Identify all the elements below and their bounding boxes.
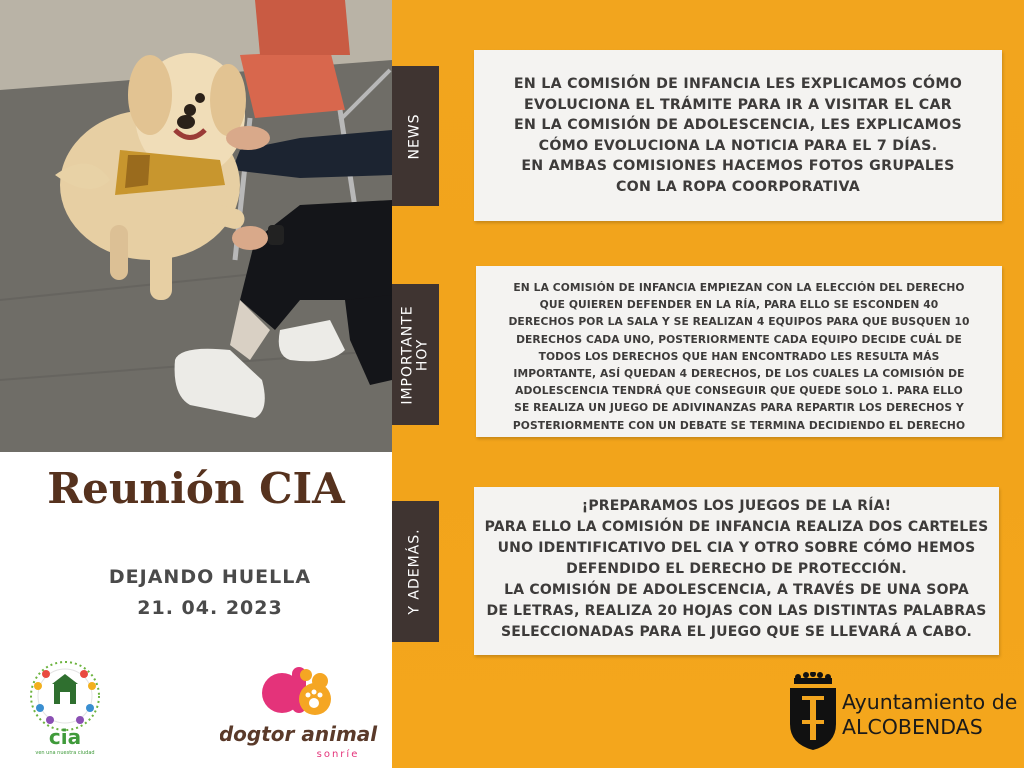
event-subtitle: DEJANDO HUELLA (108, 566, 312, 588)
news-line: EN LA COMISIÓN DE ADOLESCENCIA, LES EXPLICAMOS (514, 117, 962, 133)
cia-logo-icon (18, 656, 113, 756)
news-box (474, 50, 1002, 221)
tab-hoy-line2: HOY (414, 338, 431, 371)
tab-y-ademas (392, 501, 439, 642)
event-info (0, 562, 420, 624)
page-title: Reunión CIA (47, 464, 345, 513)
news-line: EVOLUCIONA EL TRÁMITE PARA IR A VISITAR EL CAR (524, 96, 952, 113)
tab-news (392, 66, 439, 206)
news-line: CON LA ROPA COORPORATIVA (615, 178, 861, 195)
dogtor-logo-tagline: sonríe (316, 749, 360, 760)
tab-importante-hoy-label (401, 305, 431, 404)
dog-photo (0, 0, 392, 452)
tab-hoy-line1: IMPORTANTE (399, 304, 416, 405)
alcobendas-crest-icon (788, 672, 838, 752)
importante-hoy-box (476, 266, 1002, 437)
hoy-line: DERECHOS CADA UNO, POSTERIORMENTE CADA EQUIPO DECIDE CUÁL DE (516, 332, 962, 346)
hoy-line: TODOS LOS DERECHOS QUE HAN ENCONTRADO LES RESULTA MÁS (538, 349, 940, 363)
ademas-line: LA COMISIÓN DE ADOLESCENCIA, A TRAVÉS DE UNA SOPA (504, 582, 969, 598)
ayuntamiento-text (842, 690, 1017, 740)
ademas-line: SELECCIONADAS PARA EL JUEGO QUE SE LLEVARÁ A CABO. (500, 624, 973, 640)
ayuntamiento-line2: ALCOBENDAS (842, 715, 983, 739)
news-line: EN LA COMISIÓN DE INFANCIA LES EXPLICAMOS CÓMO (513, 76, 963, 92)
news-line: EN AMBAS COMISIONES HACEMOS FOTOS GRUPALES (521, 158, 955, 174)
ademas-line: DEFENDIDO EL DERECHO DE PROTECCIÓN. (566, 561, 907, 577)
news-line: CÓMO EVOLUCIONA LA NOTICIA PARA EL 7 DÍAS. (538, 137, 938, 154)
y-ademas-box (474, 487, 999, 655)
dogtor-logo-text: dogtor animal (220, 722, 378, 746)
hoy-line: IMPORTANTE, ASÍ QUEDAN 4 DERECHOS, DE LOS CUALES LA COMISIÓN DE (513, 367, 965, 381)
hoy-line: POSTERIORMENTE CON UN DEBATE SE TERMINA DECIDIENDO EL DERECHO (512, 418, 966, 432)
tab-y-ademas-label: Y ADEMÁS. (407, 528, 424, 615)
hoy-line: QUE QUIEREN DEFENDER EN LA RÍA, PARA ELLO SE ESCONDEN 40 (539, 298, 939, 312)
cia-logo (18, 656, 113, 756)
tab-importante-hoy (392, 284, 439, 425)
hoy-line: DERECHOS POR LA SALA Y SE REALIZAN 4 EQUIPOS PARA QUE BUSQUEN 10 (508, 315, 970, 329)
hoy-line: SE REALIZA UN JUEGO DE ADIVINANZAS PARA REPARTIR LOS DERECHOS Y (514, 401, 964, 415)
ademas-line: DE LETRAS, REALIZA 20 HOJAS CON LAS DISTINTAS PALABRAS (486, 603, 987, 619)
hoy-line: ADOLESCENCIA TENDRÁ QUE CONSEGUIR QUE QUEDE SOLO 1. PARA ELLO (515, 384, 963, 398)
tab-news-label: NEWS (407, 112, 423, 160)
ademas-line: PARA ELLO LA COMISIÓN DE INFANCIA REALIZA DOS CARTELES (484, 519, 989, 535)
event-date: 21. 04. 2023 (137, 597, 283, 619)
ademas-line: ¡PREPARAMOS LOS JUEGOS DE LA RÍA! (581, 498, 892, 514)
ademas-line: UNO IDENTIFICATIVO DEL CIA Y OTRO SOBRE CÓMO HEMOS (497, 540, 976, 556)
hoy-line: EN LA COMISIÓN DE INFANCIA EMPIEZAN CON LA ELECCIÓN DEL DERECHO (513, 281, 965, 294)
dogtor-animal-logo-icon (220, 663, 380, 763)
dog-photo-illustration (0, 0, 392, 452)
cia-logo-tagline: ven una nuestra ciudad (35, 750, 95, 756)
ayuntamiento-line1: Ayuntamiento de (842, 690, 1018, 714)
cia-logo-text: cia (48, 725, 82, 749)
dogtor-animal-logo (220, 663, 380, 763)
